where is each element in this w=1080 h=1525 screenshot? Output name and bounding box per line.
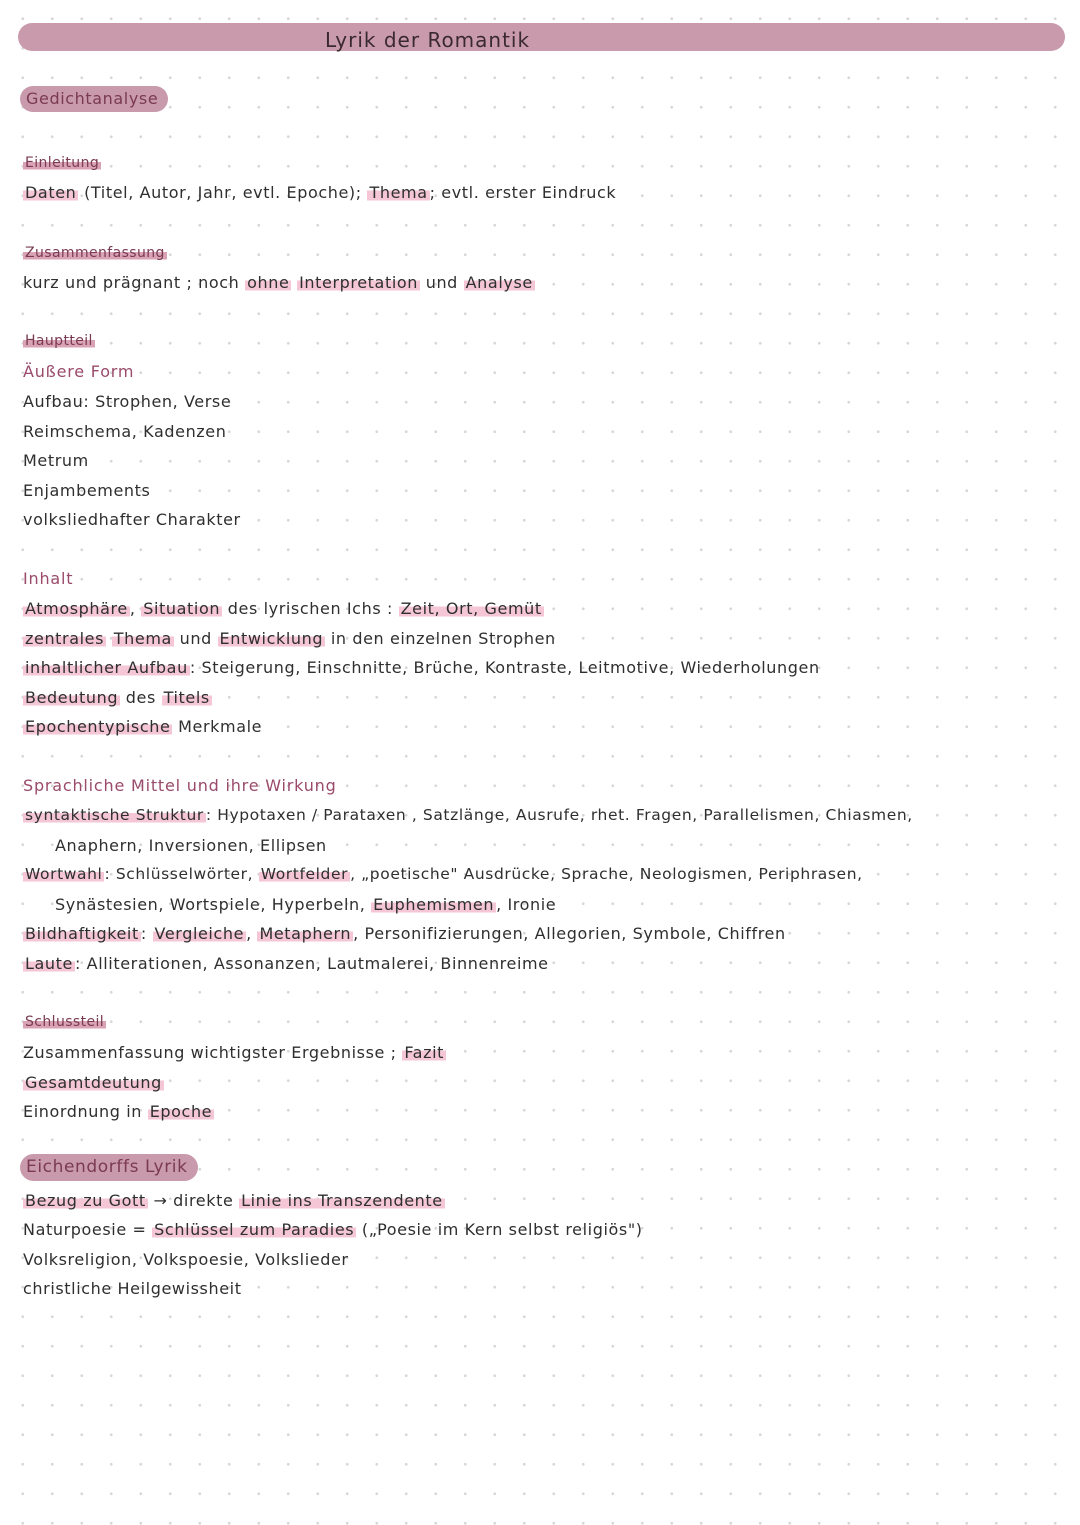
- label-schlussteil: Schlussteil: [25, 1014, 105, 1030]
- schlussteil-line-3: Einordnung in Epoche: [23, 1102, 213, 1121]
- label-zusammenfassung: Zusammenfassung: [25, 245, 165, 261]
- subheading-aeussere-form: Äußere Form: [23, 362, 135, 381]
- inhalt-line-2: zentrales Thema und Entwicklung in den einzelnen Strophen: [25, 629, 556, 648]
- sprachliche-line-1: syntaktische Struktur : Hypotaxen / Parataxen , Satzlänge, Ausrufe, rhet. Fragen, Parallelismen, Chiasmen,: [25, 806, 913, 824]
- list-item: volksliedhafter Charakter: [23, 510, 241, 529]
- label-einleitung: Einleitung: [25, 155, 100, 171]
- sprachliche-line-2: Wortwahl : Schlüsselwörter, Wortfelder , „poetische" Ausdrücke, Sprache, Neologismen, Periphrasen,: [25, 865, 863, 883]
- eichendorff-line-3: Volksreligion, Volkspoesie, Volkslieder: [23, 1250, 349, 1269]
- schlussteil-line-2: Gesamtdeutung: [25, 1073, 162, 1092]
- sprachliche-line-4: Laute : Alliterationen, Assonanzen, Lautmalerei, Binnenreime: [25, 954, 549, 973]
- section-heading-gedichtanalyse: Gedichtanalyse: [20, 86, 168, 112]
- section-heading-eichendorff: Eichendorffs Lyrik: [20, 1154, 198, 1181]
- schlussteil-line-1: Zusammenfassung wichtigster Ergebnisse ; Fazit: [23, 1043, 444, 1062]
- zusammenfassung-line: kurz und prägnant ; noch ohne Interpretation und Analyse: [23, 273, 533, 292]
- subheading-sprachliche-mittel: Sprachliche Mittel und ihre Wirkung: [23, 776, 337, 795]
- subheading-inhalt: Inhalt: [23, 569, 74, 588]
- sprachliche-line-3: Bildhaftigkeit : Vergleiche , Metaphern , Personifizierungen, Allegorien, Symbole, Chiffren: [25, 924, 786, 943]
- inhalt-line-5: Epochentypische Merkmale: [25, 717, 263, 736]
- list-item: Metrum: [23, 451, 89, 470]
- eichendorff-line-1: Bezug zu Gott → direkte Linie ins Transzendente: [25, 1191, 443, 1210]
- inhalt-line-1: Atmosphäre , Situation des lyrischen Ichs : Zeit, Ort, Gemüt: [25, 599, 542, 618]
- sprachliche-line-1b: Anaphern, Inversionen, Ellipsen: [55, 836, 327, 855]
- eichendorff-line-4: christliche Heilgewissheit: [23, 1279, 242, 1298]
- sprachliche-line-2b: Synästesien, Wortspiele, Hyperbeln, Euphemismen , Ironie: [55, 895, 557, 914]
- list-item: Aufbau: Strophen, Verse: [23, 392, 232, 411]
- list-item: Enjambements: [23, 481, 151, 500]
- inhalt-line-4: Bedeutung des Titels: [25, 688, 210, 707]
- page-title: Lyrik der Romantik: [325, 28, 531, 52]
- list-item: Reimschema, Kadenzen: [23, 422, 227, 441]
- label-hauptteil: Hauptteil: [25, 333, 93, 349]
- inhalt-line-3: inhaltlicher Aufbau : Steigerung, Einschnitte, Brüche, Kontraste, Leitmotive, Wiederholungen: [25, 658, 820, 677]
- einleitung-line: Daten (Titel, Autor, Jahr, evtl. Epoche); Thema ; evtl. erster Eindruck: [25, 183, 617, 202]
- title-bar: [18, 23, 1065, 51]
- eichendorff-line-2: Naturpoesie = Schlüssel zum Paradies („Poesie im Kern selbst religiös"): [23, 1220, 643, 1239]
